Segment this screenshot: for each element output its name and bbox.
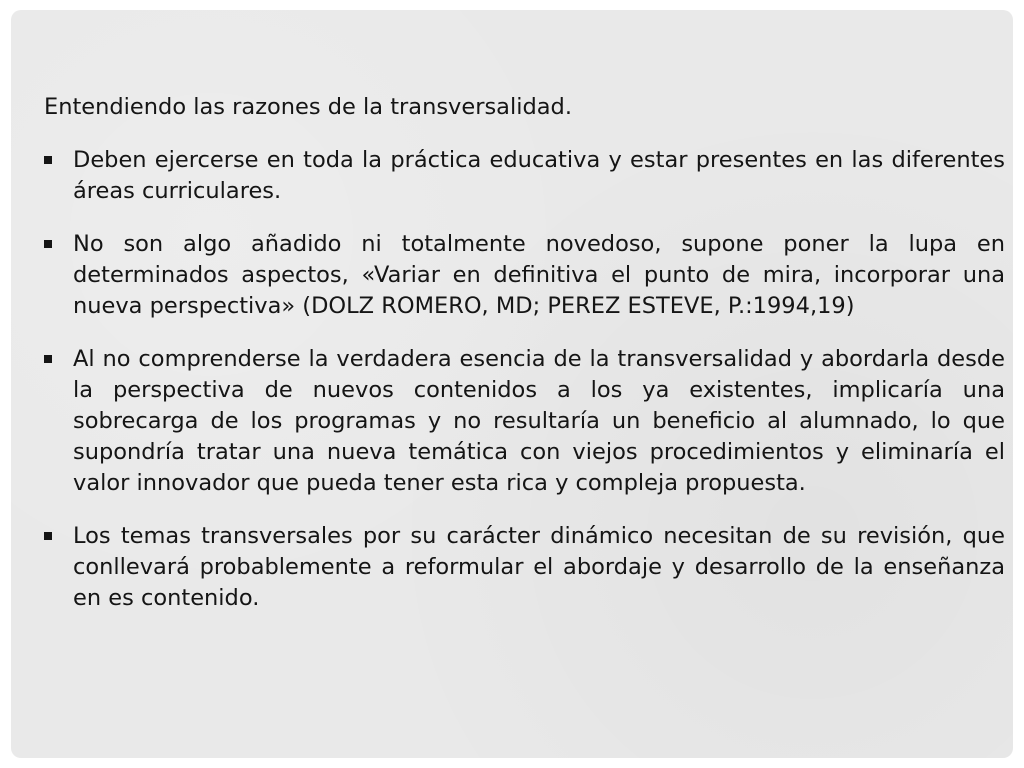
square-bullet-icon	[44, 355, 52, 363]
bullet-item	[44, 229, 1005, 322]
square-bullet-icon	[44, 156, 52, 164]
slide-content	[44, 92, 1005, 636]
bullet-list	[44, 145, 1005, 614]
bullet-item	[44, 521, 1005, 614]
bullet-text: Deben ejercerse en toda la práctica educativa y estar presentes en las diferentes áreas curriculares.	[73, 147, 1005, 204]
bullet-item	[44, 344, 1005, 499]
bullet-text: Los temas transversales por su carácter dinámico necesitan de su revisión, que conllevará probablemente a reformular el abordaje y desarrollo de la enseñanza en es contenido.	[73, 523, 1005, 611]
square-bullet-icon	[44, 532, 52, 540]
bullet-text: No son algo añadido ni totalmente novedoso, supone poner la lupa en determinados aspectos, «Variar en definitiva el punto de mira, incorporar una nueva perspectiva» (DOLZ ROMERO, MD; PEREZ ESTEVE, P.:1994,19)	[73, 231, 1005, 319]
intro-heading: Entendiendo las razones de la transversalidad.	[44, 94, 572, 120]
bullet-item	[44, 145, 1005, 207]
slide-background	[11, 10, 1013, 758]
bullet-text: Al no comprenderse la verdadera esencia de la transversalidad y abordarla desde la perspectiva de nuevos contenidos a los ya existentes, implicaría una sobrecarga de los programas y no resultaría un beneficio al alumnado, lo que supondría tratar una nueva temática con viejos procedimientos y eliminaría el valor innovador que pueda tener esta rica y compleja propuesta.	[73, 346, 1005, 496]
square-bullet-icon	[44, 240, 52, 248]
